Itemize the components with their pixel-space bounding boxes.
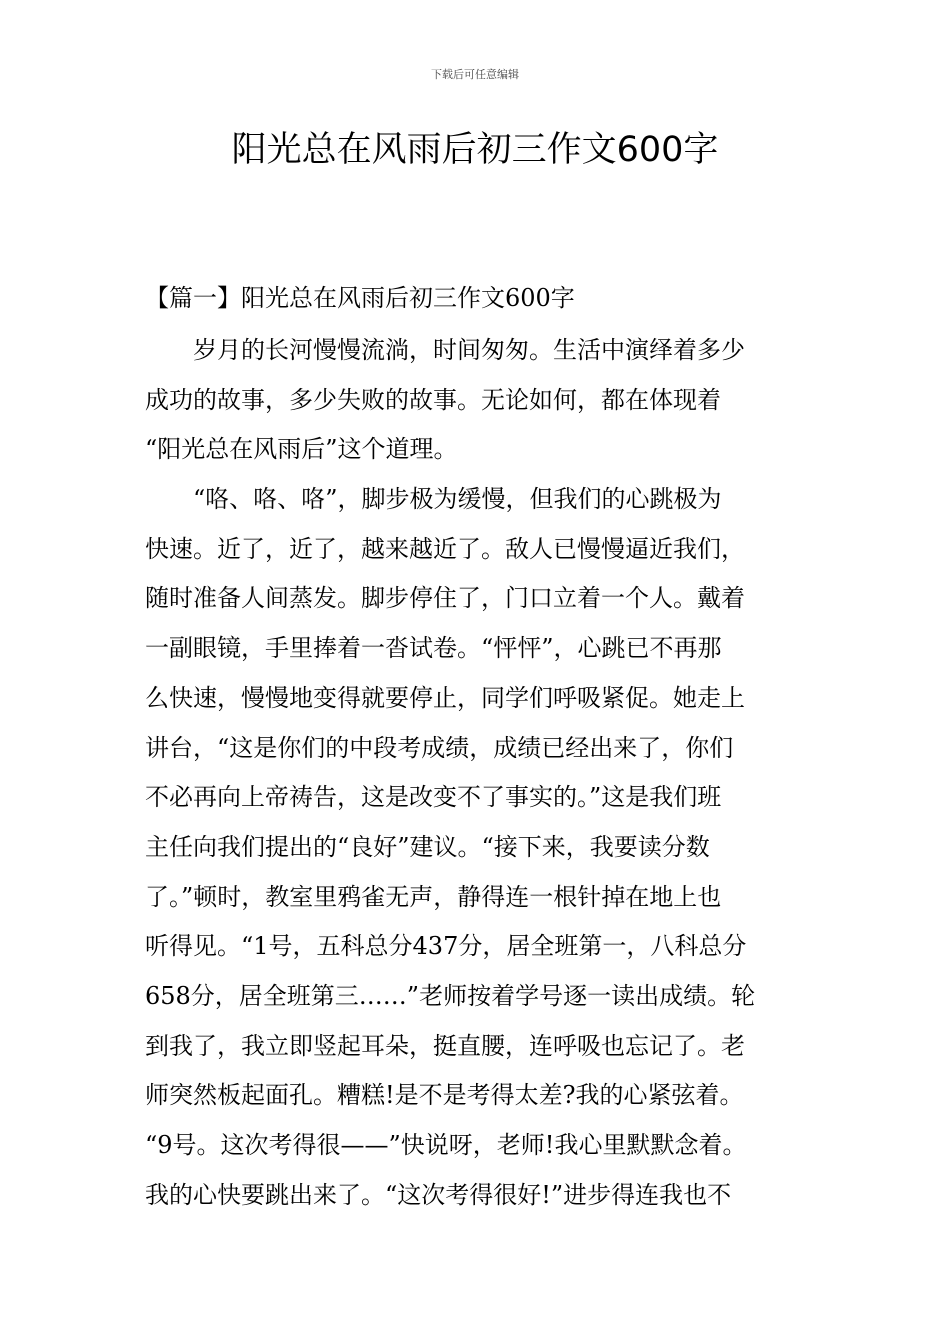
text-line: 一副眼镜，手里捧着一沓试卷。“怦怦”，心跳已不再那 [145,634,722,663]
text-line: 成功的故事，多少失败的故事。无论如何，都在体现着 [145,385,721,414]
section-heading: 【篇一】阳光总在风雨后初三作文600字 [145,284,575,312]
page-header-note: 下载后可任意编辑 [431,68,519,81]
text-line: 到我了，我立即竖起耳朵，挺直腰，连呼吸也忘记了。老 [145,1031,745,1060]
text-line: “咯、咯、咯”，脚步极为缓慢，但我们的心跳极为 [145,485,722,514]
text-line: 随时准备人间蒸发。脚步停住了，门口立着一个人。戴着 [145,584,745,613]
text-line: 快速。近了，近了，越来越近了。敌人已慢慢逼近我们， [145,534,745,563]
text-line: 听得见。“1号，五科总分437分，居全班第一，八科总分 [145,932,747,961]
document-title: 阳光总在风雨后初三作文600字 [231,130,719,170]
essay-body [145,330,755,1224]
text-line: 师突然板起面孔。糟糕!是不是考得太差?我的心紧弦着。 [145,1081,744,1110]
text-line: “阳光总在风雨后”这个道理。 [145,435,458,464]
text-line: 我的心快要跳出来了。“这次考得很好!”进步得连我也不 [145,1180,732,1209]
text-line: 658分，居全班第三……”老师按着学号逐一读出成绩。轮 [145,981,756,1010]
text-line: 么快速，慢慢地变得就要停止，同学们呼吸紧促。她走上 [145,683,745,712]
text-line: 讲台，“这是你们的中段考成绩，成绩已经出来了，你们 [145,733,734,762]
text-line: 岁月的长河慢慢流淌，时间匆匆。生活中演绎着多少 [145,336,745,364]
text-line: 了。”顿时，教室里鸦雀无声，静得连一根针掉在地上也 [145,882,722,911]
text-line: 主任向我们提出的“良好”建议。“接下来，我要读分数 [145,832,710,861]
text-line: “9号。这次考得很——”快说呀，老师!我心里默默念着。 [145,1131,747,1159]
text-line: 不必再向上帝祷告，这是改变不了事实的。”这是我们班 [145,783,722,812]
